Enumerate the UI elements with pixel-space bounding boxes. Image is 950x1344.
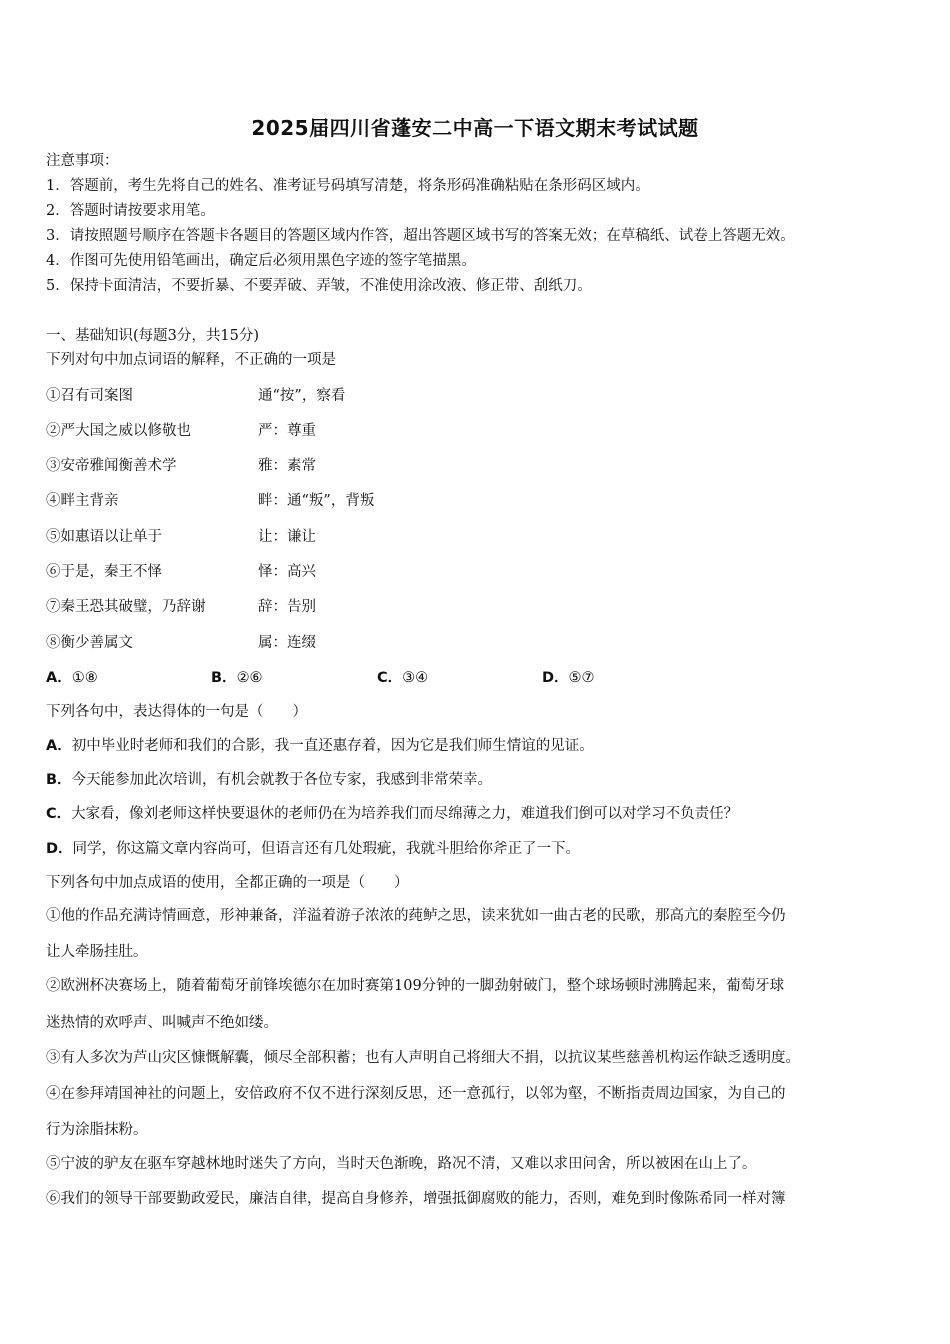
pair-sentence: ⑥于是，秦王不怿	[46, 564, 162, 580]
paragraph-line: 让人牵肠挂肚。	[46, 944, 148, 960]
pair-explain: 严：尊重	[258, 423, 316, 439]
pair-explain: 属：连缀	[258, 635, 316, 651]
notes-heading: 注意事项：	[46, 153, 119, 169]
choice-d[interactable]	[542, 668, 595, 688]
paragraph-line: ⑤宁波的驴友在驱车穿越林地时迷失了方向，当时天色渐晚，路况不清，又难以求田问舍，所以被困在山上了。	[46, 1156, 757, 1172]
option-text: 今天能参加此次培训，有机会就教于各位专家，我感到非常荣幸。	[71, 772, 493, 788]
option-b[interactable]	[46, 770, 492, 790]
notes-item: 5．保持卡面清洁，不要折暴、不要弄破、弄皱，不准使用涂改液、修正带、刮纸刀。	[46, 278, 592, 294]
paragraph-line: ④在参拜靖国神社的问题上，安倍政府不仅不进行深刻反思，还一意孤行，以邻为壑，不断指责周边国家，为自己的	[46, 1086, 786, 1102]
option-d[interactable]	[46, 839, 580, 859]
paragraph-line: ①他的作品充满诗情画意，形神兼备，洋溢着游子浓浓的莼鲈之思，读来犹如一曲古老的民歌，那高亢的秦腔至今仍	[46, 908, 786, 924]
notes-item: 4．作图可先使用铅笔画出，确定后必须用黑色字迹的签字笔描黑。	[46, 253, 476, 269]
pair-explain: 畔：通“叛”，背叛	[258, 493, 375, 509]
paragraph-line: ②欧洲杯决赛场上，随着葡萄牙前锋埃德尔在加时赛第109分钟的一脚劲射破门，整个球场顿时沸腾起来，葡萄牙球	[46, 978, 785, 994]
pair-explain: 通“按”，察看	[258, 388, 346, 404]
paragraph-line: 迷热情的欢呼声、叫喊声不绝如缕。	[46, 1015, 278, 1031]
paragraph-line: ⑥我们的领导干部要勤政爱民，廉洁自律，提高自身修养，增强抵御腐败的能力，否则，难免到时像陈希同一样对簿	[46, 1191, 786, 1207]
choice-c[interactable]	[377, 668, 428, 688]
option-label: D．	[46, 841, 73, 857]
question-stem: 下列各句中加点成语的使用，全都正确的一项是（ ）	[46, 875, 409, 891]
choice-label: D．	[542, 670, 569, 686]
option-text: 初中毕业时老师和我们的合影，我一直还惠存着，因为它是我们师生情谊的见证。	[71, 738, 594, 754]
choice-text: ③④	[402, 670, 429, 686]
option-text: 大家看，像刘老师这样快要退休的老师仍在为培养我们而尽绵薄之力，难道我们倒可以对学习不负责任？	[71, 806, 739, 822]
notes-item: 2．答题时请按要求用笔。	[46, 203, 215, 219]
page-title: 2025届四川省蓬安二中高一下语文期末考试试题	[251, 116, 699, 140]
choice-label: C．	[377, 670, 403, 686]
option-label: C．	[46, 806, 72, 822]
option-text: 同学，你这篇文章内容尚可，但语言还有几处瑕疵，我就斗胆给你斧正了一下。	[72, 841, 581, 857]
pair-sentence: ⑤如惠语以让单于	[46, 529, 162, 545]
notes-item: 1．答题前，考生先将自己的姓名、准考证号码填写清楚，将条形码准确粘贴在条形码区域内。	[46, 178, 650, 194]
pair-sentence: ⑦秦王恐其破璧，乃辞谢	[46, 599, 206, 615]
choice-label: A．	[46, 670, 72, 686]
pair-explain: 雅：素常	[258, 458, 316, 474]
pair-sentence: ④畔主背亲	[46, 493, 119, 509]
pair-sentence: ⑧衡少善属文	[46, 635, 133, 651]
choice-text: ⑤⑦	[568, 670, 595, 686]
pair-sentence: ②严大国之威以修敬也	[46, 423, 191, 439]
question-stem: 下列对句中加点词语的解释，不正确的一项是	[46, 352, 336, 368]
choice-b[interactable]	[211, 668, 263, 688]
option-label: A．	[46, 738, 72, 754]
paragraph-line: 行为涂脂抹粉。	[46, 1122, 148, 1138]
choice-text: ①⑧	[71, 670, 98, 686]
question-stem: 下列各句中，表达得体的一句是（ ）	[46, 704, 307, 720]
section-heading: 一、基础知识(每题3分，共15分)	[46, 328, 259, 344]
option-c[interactable]	[46, 804, 738, 824]
choice-text: ②⑥	[236, 670, 263, 686]
option-a[interactable]	[46, 736, 594, 756]
pair-explain: 怿：高兴	[258, 564, 316, 580]
notes-item: 3．请按照题号顺序在答题卡各题目的答题区域内作答，超出答题区域书写的答案无效；在草稿纸、试卷上答题无效。	[46, 228, 795, 244]
choice-a[interactable]	[46, 668, 98, 688]
pair-explain: 让：谦让	[258, 529, 316, 545]
pair-sentence: ③安帝雅闻衡善术学	[46, 458, 177, 474]
choice-label: B．	[211, 670, 237, 686]
pair-sentence: ①召有司案图	[46, 388, 133, 404]
pair-explain: 辞：告别	[258, 599, 316, 615]
option-label: B．	[46, 772, 72, 788]
paragraph-line: ③有人多次为芦山灾区慷慨解囊，倾尽全部积蓄；也有人声明自己将细大不捐，以抗议某些慈善机构运作缺乏透明度。	[46, 1050, 800, 1066]
